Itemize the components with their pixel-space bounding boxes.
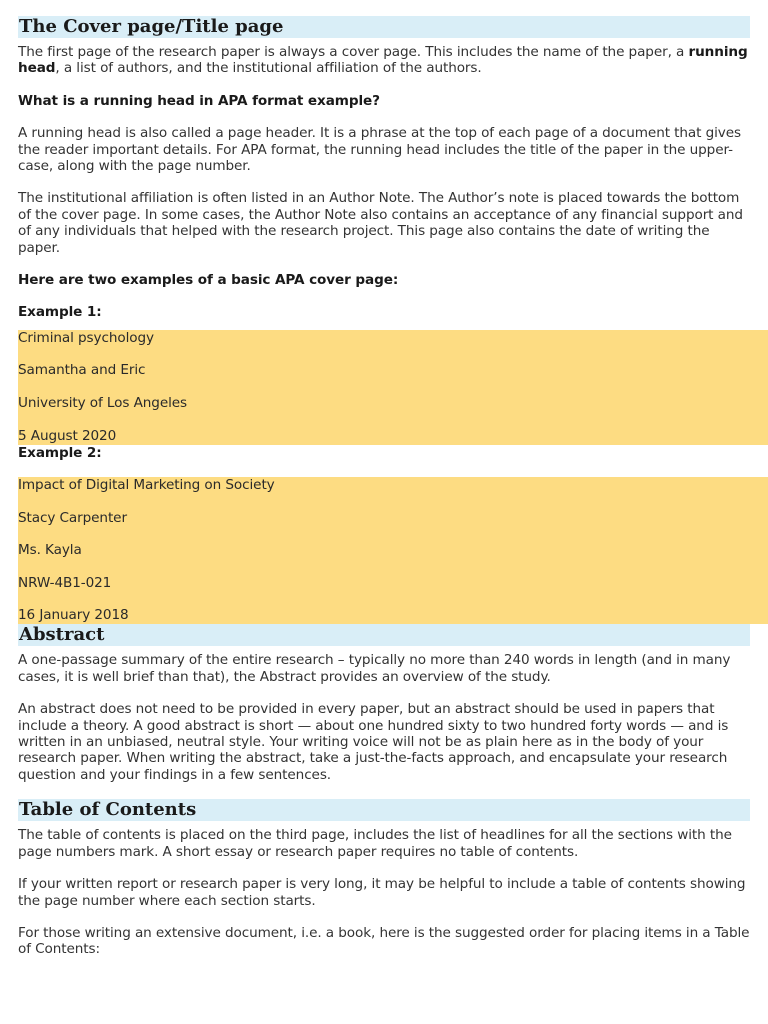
toc-paragraph-3: For those writing an extensive document, i.e. a book, here is the suggested order for placing items in a Table of Contents:	[18, 924, 750, 958]
example-1-institution: University of Los Angeles	[18, 395, 188, 412]
example-2-author: Stacy Carpenter	[18, 509, 127, 526]
example-2-date: 16 January 2018	[18, 607, 129, 624]
running-head-paragraph: A running head is also called a page header. It is a phrase at the top of each page of a document that gives the reader important details. For APA format, the running head includes the title of the paper in the upper-case, along with the page number.	[18, 125, 741, 175]
abstract-paragraph-2: An abstract does not need to be provided in every paper, but an abstract should be used in papers that include a theory. A good abstract is short — about one hundred sixty to two hundred forty words — and is written in an unbiased, neutral style. Your writing voice will not be as plain here as in the body of your research paper. When writing the abstract, take a just-the-facts approach, and encapsulate your research question and your findings in a few sentences.	[18, 701, 729, 783]
example-1-label: Example 1:	[18, 304, 102, 321]
example-2-title: Impact of Digital Marketing on Society	[18, 477, 275, 494]
affiliation-paragraph: The institutional affiliation is often listed in an Author Note. The Author’s note is placed towards the bottom of the cover page. In some cases, the Author Note also contains an acceptance of any financial support and of any individuals that helped with the research project. This page also contains the date of writing the paper.	[18, 190, 743, 256]
example-1-authors: Samantha and Eric	[18, 362, 146, 379]
example-2-label: Example 2:	[18, 444, 102, 461]
examples-intro: Here are two examples of a basic APA cover page:	[18, 272, 399, 289]
example-1-title: Criminal psychology	[18, 329, 154, 346]
toc-paragraph-1: The table of contents is placed on the third page, includes the list of headlines for all the sections with the page numbers mark. A short essay or research paper requires no table of contents.	[18, 827, 732, 860]
toc-paragraph-2: If your written report or research paper is very long, it may be helpful to include a table of contents showing the page number where each section starts.	[18, 876, 746, 909]
example-2-block	[18, 477, 768, 624]
document-page	[18, 16, 750, 958]
running-head-question: What is a running head in APA format example?	[18, 92, 380, 109]
running-head-term: running head	[18, 44, 748, 77]
example-2-course-code: NRW-4B1-021	[18, 574, 112, 591]
cover-page-heading: The Cover page/Title page	[18, 16, 750, 38]
cover-intro-paragraph: The first page of the research paper is always a cover page. This includes the name of the paper, a running head, a list of authors, and the institutional affiliation of the authors.	[18, 44, 748, 77]
toc-heading: Table of Contents	[18, 799, 750, 821]
abstract-paragraph-1: A one-passage summary of the entire research – typically no more than 240 words in length (and in many cases, it is well brief than that), the Abstract provides an overview of the study.	[18, 652, 731, 685]
example-1-date: 5 August 2020	[18, 427, 117, 444]
example-2-instructor: Ms. Kayla	[18, 542, 82, 559]
example-1-block	[18, 330, 768, 445]
abstract-heading: Abstract	[18, 624, 750, 646]
